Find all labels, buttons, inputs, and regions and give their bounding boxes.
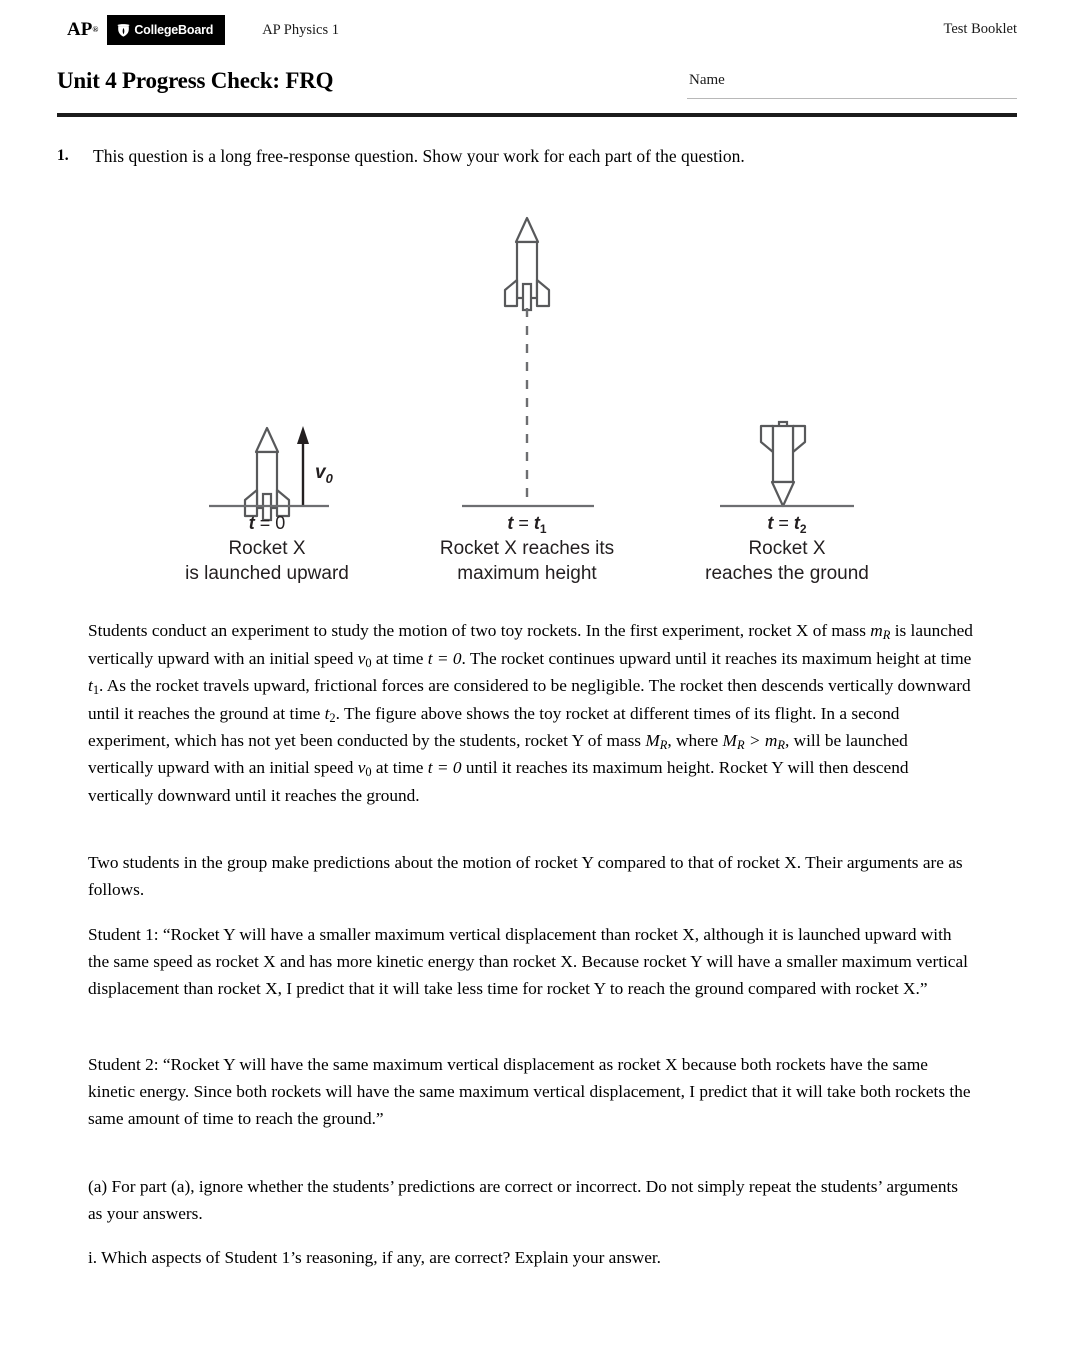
student1-rocket-x-3: X (560, 952, 573, 972)
paragraph-student-1 (88, 922, 974, 1002)
predictions-seg2: compared to that of rocket (593, 853, 785, 873)
student2-seg2: because both rockets have the same kinetic energy. Since both rockets will have the same maximum vertical displacement, I predict that it will take both rockets the same amount of time to reach the ground.” (88, 1055, 971, 1128)
setup-seg4: at time (371, 648, 428, 668)
setup-seg3: is launched vertically upward with an initial speed (88, 621, 973, 668)
rocket-icon-landing (761, 422, 805, 506)
mass-m-symbol: m (870, 621, 883, 641)
student1-rocket-x-2: X (263, 952, 276, 972)
figure-panel-landing (705, 422, 869, 584)
t-equals-zero-b: t = 0 (427, 758, 462, 778)
rocket-y-symbol-2: Y (771, 758, 784, 778)
setup-seg9: , where (667, 730, 723, 750)
student2-rocket-y-1: Y (223, 1055, 236, 1075)
speed-v-subscript: 0 (365, 655, 372, 670)
rocket-figure-svg (57, 200, 1017, 590)
name-label: Name (689, 72, 725, 88)
student1-rocket-y-3: Y (593, 978, 606, 998)
figure-panel-apex (440, 218, 614, 584)
test-booklet-label: Test Booklet (943, 21, 1017, 37)
collegeboard-mark (107, 15, 225, 45)
rocket-figure (57, 200, 1017, 590)
question-number: 1. (57, 147, 69, 164)
page-title: Unit 4 Progress Check: FRQ (57, 68, 334, 93)
setup-seg7: . The figure above shows the toy rocket at different times of its flight. In a second experiment, which has not yet been conducted by the students, rocket (88, 703, 900, 750)
setup-seg5: . The rocket continues upward until it reaches its maximum height at time (461, 648, 972, 668)
setup-seg12: until it reaches its maximum height. Rocket (461, 758, 772, 778)
registered-mark: ® (92, 25, 99, 34)
collegeboard-label: CollegeBoard (134, 23, 214, 37)
setup-seg11: at time (371, 758, 428, 778)
student1-label: Student 1: “Rocket (88, 925, 224, 945)
header-divider (57, 113, 1017, 117)
predictions-rocket-x: X (784, 853, 797, 873)
setup-seg13: will then descend vertically downward until it reaches the ground. (88, 758, 909, 805)
student1-seg8: .” (915, 978, 928, 998)
t1-symbol: t (88, 676, 93, 696)
question-intro-text: This question is a long free-response question. Show your work for each part of the question. (93, 146, 745, 166)
name-write-in-line[interactable] (687, 98, 1017, 99)
speed-v2-symbol: v (357, 758, 366, 778)
student2-rocket-x-1: X (665, 1055, 678, 1075)
mass-M-symbol: M (645, 730, 660, 750)
rocket-x-symbol: X (795, 621, 809, 641)
paragraph-student-2 (88, 1052, 974, 1132)
student1-seg1: will have a smaller maximum vertical displacement than rocket (235, 925, 683, 945)
student2-label: Student 2: “Rocket (88, 1055, 224, 1075)
ineq-m-subscript: R (777, 738, 785, 753)
student1-seg3: and has more kinetic energy than rocket (275, 952, 561, 972)
velocity-arrow-head (297, 426, 309, 444)
t1-subscript: 1 (92, 683, 100, 698)
student2-seg1: will have the same maximum vertical displacement as rocket (235, 1055, 665, 1075)
predictions-seg3: . Their arguments are as follows. (88, 853, 963, 900)
paragraph-predictions (88, 850, 974, 904)
student1-seg4: . Because rocket (572, 952, 691, 972)
name-field-block (687, 72, 1017, 99)
student1-rocket-x-1: X (682, 925, 695, 945)
time-label-t2: $t = t_2$ (767, 513, 807, 536)
student1-seg7: to reach the ground compared with rocket (605, 978, 904, 998)
setup-seg1: Students conduct an experiment to study the motion of two toy rockets. In the first experiment, rocket (88, 621, 796, 641)
predictions-rocket-y: Y (581, 853, 594, 873)
paragraph-setup (88, 618, 974, 809)
ap-collegeboard-logo (57, 15, 225, 45)
t2-symbol: t (324, 703, 330, 723)
question-intro (57, 145, 1017, 169)
acorn-shield-icon (117, 23, 130, 37)
greater-than-symbol: > (744, 730, 765, 750)
caption-landing-line1: Rocket X (748, 538, 826, 559)
t2-subscript: 2 (329, 710, 336, 725)
student1-seg2: , although it is launched upward with the same speed as rocket (88, 925, 952, 972)
paragraph-part-a: (a) For part (a), ignore whether the students’ predictions are correct or incorrect. Do not simply repeat the students’ arguments as your answers. (88, 1177, 959, 1224)
ineq-m-symbol: m (764, 730, 778, 750)
time-label-t1: $t = t_1$ (507, 513, 547, 536)
ineq-M-subscript: R (736, 738, 745, 753)
student1-rocket-y-1: Y (223, 925, 236, 945)
setup-seg10: , will be launched vertically upward with an initial speed (88, 730, 908, 778)
rocket-icon-apex (505, 218, 549, 310)
speed-v-symbol: v (357, 648, 366, 668)
rocket-y-symbol: Y (571, 730, 584, 750)
t-equals-zero: t = 0 (427, 648, 462, 668)
setup-seg8: of mass (583, 730, 646, 750)
subject-title: AP Physics 1 (262, 21, 339, 38)
student1-rocket-y-2: Y (690, 952, 703, 972)
time-label-t0: t = 0 (248, 513, 286, 533)
paragraph-part-a-i: i. Which aspects of Student 1’s reasoning, if any, are correct? Explain your answer. (88, 1248, 661, 1268)
ineq-M-symbol: M (722, 730, 737, 750)
student1-seg5: will have a smaller maximum vertical displacement than rocket (88, 952, 968, 998)
student1-seg6: , I predict that it will take less time for rocket (277, 978, 594, 998)
caption-apex-line1: Rocket X reaches its (439, 538, 615, 559)
mass-m-subscript: R (882, 628, 891, 643)
student1-rocket-x-4: X (265, 978, 278, 998)
speed-v2-subscript: 0 (365, 765, 372, 780)
caption-apex-line2: maximum height (457, 563, 597, 584)
caption-landing-line2: reaches the ground (705, 563, 869, 584)
ap-logo-mark (57, 15, 107, 45)
predictions-seg1: Two students in the group make predictions about the motion of rocket (88, 853, 582, 873)
setup-seg2: of mass (808, 621, 871, 641)
figure-panel-launch (185, 426, 349, 584)
caption-launch-line2: is launched upward (185, 563, 349, 584)
velocity-label: $v_0$ (315, 462, 333, 486)
caption-launch-line1: Rocket X (228, 538, 306, 559)
mass-M-subscript: R (659, 738, 668, 753)
setup-seg6: . As the rocket travels upward, frictional forces are considered to be negligible. The rocket then descends vertically downward until it reaches the ground at time (88, 676, 971, 723)
ap-logo-text: AP (67, 19, 93, 40)
page-header (57, 14, 1017, 46)
title-row (57, 68, 1017, 108)
student1-rocket-x-5: X (903, 978, 916, 998)
